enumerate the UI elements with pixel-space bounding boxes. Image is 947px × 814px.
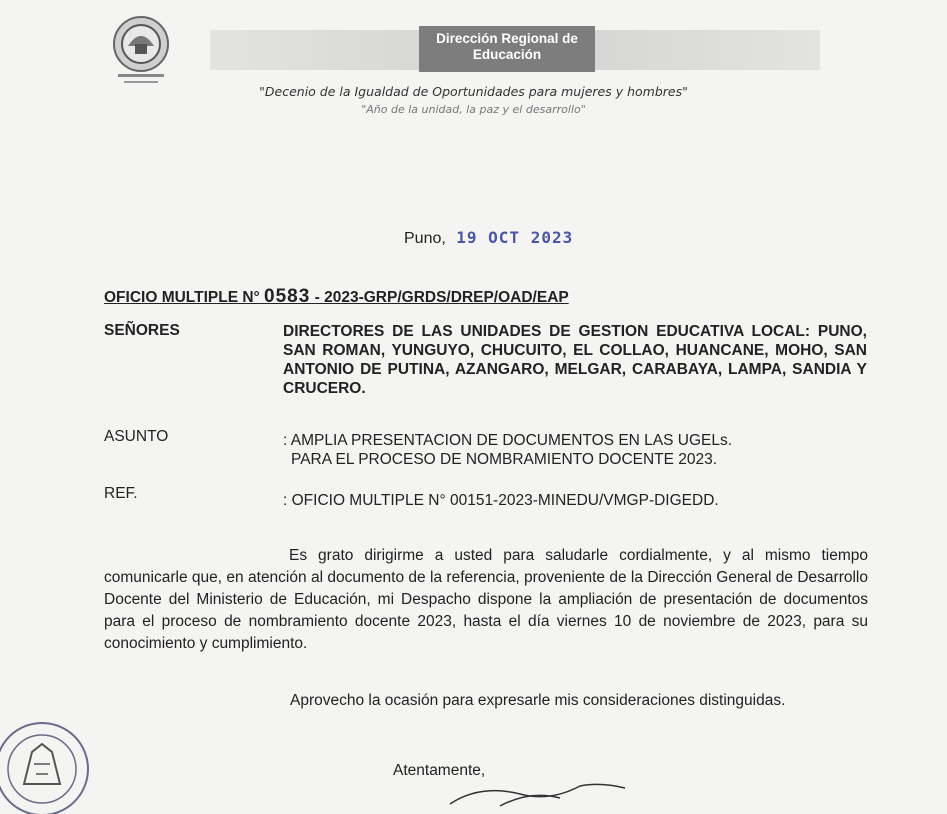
asunto-line-2: PARA EL PROCESO DE NOMBRAMIENTO DOCENTE 2023. <box>291 451 718 468</box>
body-paragraph: Es grato dirigirme a usted para saludarle cordialmente, y al mismo tiempo comunicarle que, en atención al documento de la referencia, proveniente de la Dirección General de Desarrollo Docente del Ministerio de Educación, mi Despacho dispone la ampliación de presentación de documentos para el proceso de nombramiento docente 2023, hasta el día viernes 10 de noviembre de 2023, para su conocimiento y cumplimiento. <box>104 547 868 652</box>
oficio-number: 0583 <box>264 286 311 307</box>
senores-value: DIRECTORES DE LAS UNIDADES DE GESTION EDUCATIVA LOCAL: PUNO, SAN ROMAN, YUNGUYO, CHUCUITO, EL COLLAO, HUANCANE, MOHO, SAN ANTONIO DE PUTINA, AZANGARO, MELGAR, CARABAYA, LAMPA, SANDIA Y CRUCERO. <box>283 323 867 397</box>
ref-label: REF. <box>104 485 138 502</box>
regional-emblem-icon <box>108 14 174 88</box>
oficio-prefix: OFICIO MULTIPLE N° <box>104 289 260 306</box>
year-slogan: "Año de la unidad, la paz y el desarrollo" <box>361 103 586 116</box>
official-seal-icon <box>0 714 102 814</box>
banner-line-2: Educación <box>472 47 542 62</box>
asunto-line-1: : AMPLIA PRESENTACION DE DOCUMENTOS EN LAS UGELs. <box>283 432 733 449</box>
decenio-slogan: "Decenio de la Igualdad de Oportunidades para mujeres y hombres" <box>259 84 688 99</box>
asunto-label: ASUNTO <box>104 428 169 445</box>
senores-label: SEÑORES <box>104 322 180 339</box>
closing-line: Aprovecho la ocasión para expresarle mis consideraciones distinguidas. <box>290 692 786 709</box>
institution-banner <box>419 26 595 72</box>
asunto-value <box>283 431 732 469</box>
oficio-title <box>104 286 569 308</box>
date-city: Puno, <box>404 230 446 247</box>
sign-off: Atentamente, <box>393 762 486 779</box>
oficio-suffix: - 2023-GRP/GRDS/DREP/OAD/EAP <box>314 289 569 306</box>
date-line <box>404 228 573 248</box>
ref-value: : OFICIO MULTIPLE N° 00151-2023-MINEDU/VMGP-DIGEDD. <box>283 492 719 509</box>
signature-icon <box>440 780 630 810</box>
date-stamp: 19 OCT 2023 <box>456 228 574 247</box>
banner-line-1: Dirección Regional de <box>436 31 578 46</box>
